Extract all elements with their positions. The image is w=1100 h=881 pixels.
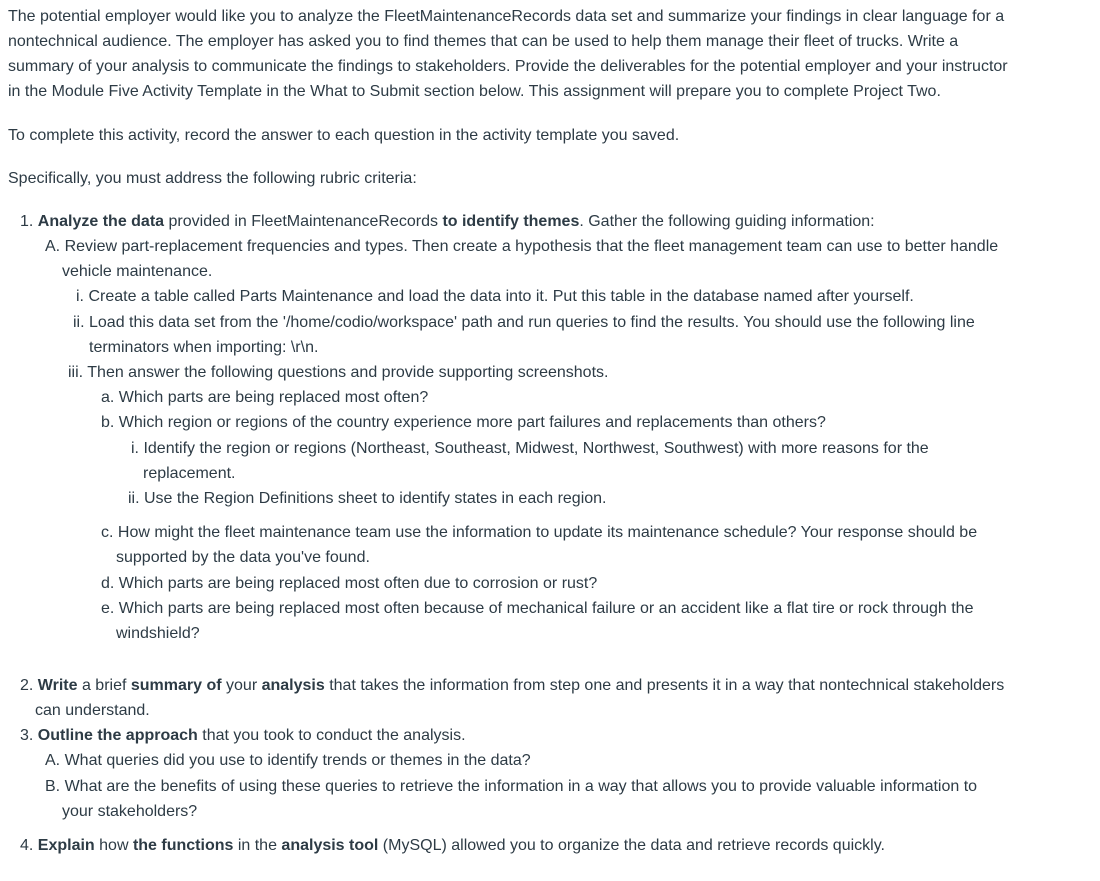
sub-item-3b-line-2: your stakeholders? (62, 803, 198, 820)
text-run: how (94, 837, 133, 854)
sub-item-3a: A. What queries did you use to identify trends or themes in the data? (45, 752, 531, 769)
list-number: 2. (20, 677, 38, 694)
bold-phrase: Explain (37, 837, 95, 854)
list-item-1 (20, 212, 875, 234)
bold-phrase: analysis (261, 677, 325, 694)
intro-line-3: summary of your analysis to communicate the findings to stakeholders. Provide the deliverables for the potential employer and your instructor (8, 58, 1008, 75)
list-number: 3. (20, 727, 38, 744)
question-b-ii: ii. Use the Region Definitions sheet to identify states in each region. (128, 490, 607, 507)
question-b: b. Which region or regions of the country experience more part failures and replacements than others? (101, 414, 826, 431)
question-c-line-2: supported by the data you've found. (116, 549, 370, 566)
text-run: that takes the information from step one and presents it in a way that nontechnical stakeholders (324, 677, 1005, 694)
text-run: . Gather the following guiding information: (579, 213, 875, 230)
sub-item-i: i. Create a table called Parts Maintenance and load the data into it. Put this table in the database named after yourself. (76, 288, 914, 305)
list-item-2-line-2: can understand. (35, 702, 150, 719)
list-number: 1. (20, 213, 38, 230)
question-e-line-2: windshield? (116, 625, 200, 642)
text-run: in the (233, 837, 282, 854)
bold-phrase: Analyze the data (37, 213, 165, 230)
sub-item-a-line-1: A. Review part-replacement frequencies and types. Then create a hypothesis that the fleet management team can use to better handle (45, 238, 999, 255)
list-item-4 (20, 836, 885, 858)
intro-line-2: nontechnical audience. The employer has asked you to find themes that can be used to help them manage their fleet of trucks. Write a (8, 33, 959, 50)
text-run: (MySQL) allowed you to organize the data and retrieve records quickly. (378, 837, 885, 854)
intro-line-4: in the Module Five Activity Template in the What to Submit section below. This assignment will prepare you to complete Project Two. (8, 83, 941, 100)
bold-phrase: analysis tool (281, 837, 379, 854)
sub-item-3b-line-1: B. What are the benefits of using these queries to retrieve the information in a way that allows you to provide valuable information to (45, 778, 978, 795)
bold-phrase: Outline the approach (37, 727, 198, 744)
question-b-i-line-2: replacement. (143, 465, 236, 482)
specifically-text: Specifically, you must address the following rubric criteria: (8, 170, 417, 187)
text-run: that you took to conduct the analysis. (197, 727, 466, 744)
sub-item-a-line-2: vehicle maintenance. (62, 263, 213, 280)
sub-item-ii-line-2: terminators when importing: \r\n. (89, 339, 319, 356)
text-run: a brief (77, 677, 131, 694)
text-run: your (221, 677, 262, 694)
question-c-line-1: c. How might the fleet maintenance team use the information to update its maintenance schedule? Your response should be (101, 524, 978, 541)
bold-phrase: to identify themes (442, 213, 580, 230)
question-e-line-1: e. Which parts are being replaced most often because of mechanical failure or an accident like a flat tire or rock through the (101, 600, 974, 617)
bold-phrase: Write (37, 677, 78, 694)
bold-phrase: the functions (132, 837, 234, 854)
instruction-text: To complete this activity, record the answer to each question in the activity template you saved. (8, 127, 680, 144)
question-b-i-line-1: i. Identify the region or regions (Northeast, Southeast, Midwest, Northwest, Southwest) with more reasons for the (131, 440, 929, 457)
bold-phrase: summary of (130, 677, 222, 694)
list-item-2 (20, 676, 1004, 698)
list-item-3 (20, 726, 466, 748)
sub-item-ii-line-1: ii. Load this data set from the '/home/codio/workspace' path and run queries to find the results. You should use the following line (73, 314, 975, 331)
intro-line-1: The potential employer would like you to analyze the FleetMaintenanceRecords data set and summarize your findings in clear language for a (8, 8, 1005, 25)
question-a: a. Which parts are being replaced most often? (101, 389, 429, 406)
list-number: 4. (20, 837, 38, 854)
sub-item-iii: iii. Then answer the following questions and provide supporting screenshots. (68, 364, 609, 381)
question-d: d. Which parts are being replaced most often due to corrosion or rust? (101, 575, 598, 592)
text-run: provided in FleetMaintenanceRecords (164, 213, 443, 230)
